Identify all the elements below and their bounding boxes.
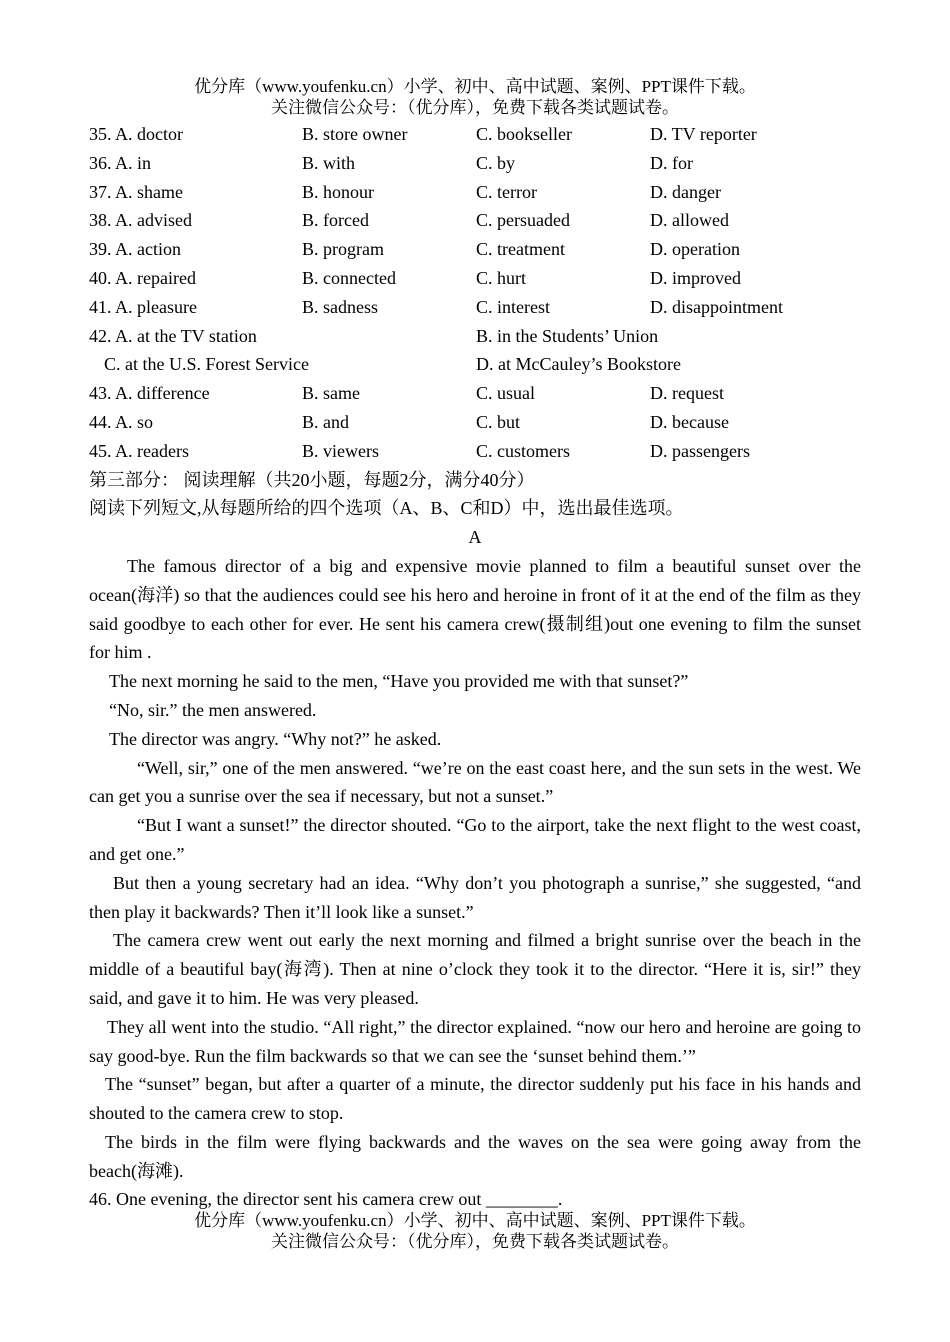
passage-paragraph: The next morning he said to the men, “Have you provided me with that sunset?” — [109, 671, 689, 692]
option-d: D. because — [650, 411, 729, 432]
option-d: D. TV reporter — [650, 124, 757, 144]
section-instruction: 阅读下列短文,从每题所给的四个选项（A、B、C和D）中，选出最佳选项。 — [89, 498, 684, 519]
option-d: D. improved — [650, 267, 741, 288]
passage-paragraph: They all went into the studio. “All right,” the director explained. “now our hero and heroine are going to say good-bye. Run the film backwards so that we can see the ‘sunset behind them.’” — [89, 1016, 861, 1066]
option-b: B. honour — [302, 181, 374, 202]
option-b: B. sadness — [302, 296, 378, 317]
question-row — [89, 437, 861, 466]
option-b: B. viewers — [302, 440, 379, 461]
passage-paragraph: The famous director of a big and expensive movie planned to film a beautiful sunset over the ocean(海洋) so that the audiences could see his hero and heroine in front of it at the end of the film as they said goodbye to each other for ever. He sent his camera crew(摄制组)out one evening to film the sunset for him . — [89, 555, 861, 663]
option-c: C. treatment — [476, 239, 565, 260]
passage-paragraph: “No, sir.” the men answered. — [109, 699, 317, 720]
footer-line-2: 关注微信公众号：（优分库），免费下载各类试题试卷。 — [271, 1232, 679, 1251]
page-footer — [0, 1210, 950, 1252]
option-a: 38. A. advised — [89, 210, 192, 231]
option-a: 43. A. difference — [89, 383, 210, 404]
question-row — [89, 178, 861, 207]
header-line-1: 优分库（www.youfenku.cn）小学、初中、高中试题、案例、PPT课件下载。 — [194, 77, 756, 96]
option-a: 42. A. at the TV station — [89, 325, 257, 346]
option-c: C. but — [476, 411, 521, 432]
option-a: 39. A. action — [89, 239, 181, 260]
option-d: D. allowed — [650, 210, 729, 231]
option-d: D. disappointment — [650, 296, 783, 317]
option-d: D. operation — [650, 239, 740, 260]
option-d: D. request — [650, 383, 724, 404]
passage-paragraph: The camera crew went out early the next morning and filmed a bright sunrise over the beach in the middle of a beautiful bay(海湾). Then at nine o’clock they took it to the director. “Here it is, sir!” they said, and gave it to him. He was very pleased. — [89, 930, 861, 1008]
question-row — [89, 149, 861, 178]
exam-content — [89, 120, 861, 1214]
question-row — [89, 264, 861, 293]
option-c: C. at the U.S. Forest Service — [104, 354, 309, 375]
option-c: C. customers — [476, 440, 570, 461]
section-title: 第三部分： 阅读理解（共20小题，每题2分，满分40分） — [89, 469, 535, 490]
option-b: B. store owner — [302, 124, 408, 144]
passage-paragraph: The director was angry. “Why not?” he asked. — [109, 728, 442, 749]
option-c: C. hurt — [476, 267, 527, 288]
option-b: B. connected — [302, 267, 396, 288]
option-d: D. danger — [650, 181, 721, 202]
page-header — [0, 76, 950, 118]
option-c: C. persuaded — [476, 210, 570, 231]
question-row-42-top — [89, 322, 861, 351]
option-a: 35. A. doctor — [89, 124, 183, 144]
footer-line-1: 优分库（www.youfenku.cn）小学、初中、高中试题、案例、PPT课件下载。 — [194, 1211, 756, 1230]
question-row — [89, 120, 861, 149]
option-b: B. same — [302, 383, 360, 404]
option-c: C. by — [476, 152, 516, 173]
header-line-2: 关注微信公众号：（优分库），免费下载各类试题试卷。 — [271, 98, 679, 117]
option-b: B. program — [302, 239, 384, 260]
option-a: 41. A. pleasure — [89, 296, 197, 317]
question-46: 46. One evening, the director sent his camera crew out ________. — [89, 1189, 563, 1210]
question-row-42-bottom — [89, 350, 861, 379]
option-b: B. in the Students’ Union — [476, 325, 659, 346]
question-row — [89, 293, 861, 322]
passage-paragraph: “But I want a sunset!” the director shouted. “Go to the airport, take the next flight to the west coast, and get one.” — [89, 815, 861, 864]
option-a: 44. A. so — [89, 411, 154, 432]
question-row — [89, 206, 861, 235]
option-c: C. interest — [476, 296, 550, 317]
passage-paragraph: “Well, sir,” one of the men answered. “we’re on the east coast here, and the sun sets in the west. We can get you a sunrise over the sea if necessary, but not a sunset.” — [89, 757, 861, 807]
option-d: D. at McCauley’s Bookstore — [476, 354, 681, 375]
passage-paragraph: The “sunset” began, but after a quarter of a minute, the director suddenly put his face in his hands and shouted to the camera crew to stop. — [89, 1074, 861, 1124]
question-row — [89, 408, 861, 437]
option-c: C. terror — [476, 181, 537, 202]
option-a: 45. A. readers — [89, 440, 189, 461]
question-row — [89, 379, 861, 408]
passage-paragraph: The birds in the film were flying backwards and the waves on the sea were going away from the beach(海滩). — [89, 1131, 861, 1181]
option-a: 37. A. shame — [89, 181, 183, 202]
option-b: B. and — [302, 411, 349, 432]
option-d: D. passengers — [650, 440, 750, 461]
option-c: C. bookseller — [476, 124, 572, 144]
option-a: 36. A. in — [89, 152, 152, 173]
option-a: 40. A. repaired — [89, 267, 196, 288]
question-row — [89, 235, 861, 264]
option-d: D. for — [650, 152, 693, 173]
option-c: C. usual — [476, 383, 536, 404]
option-b: B. forced — [302, 210, 369, 231]
option-b: B. with — [302, 152, 356, 173]
passage-label: A — [468, 527, 482, 548]
passage-paragraph: But then a young secretary had an idea. “Why don’t you photograph a sunrise,” she suggested, “and then play it backwards? Then it’ll look like a sunset.” — [89, 872, 861, 922]
